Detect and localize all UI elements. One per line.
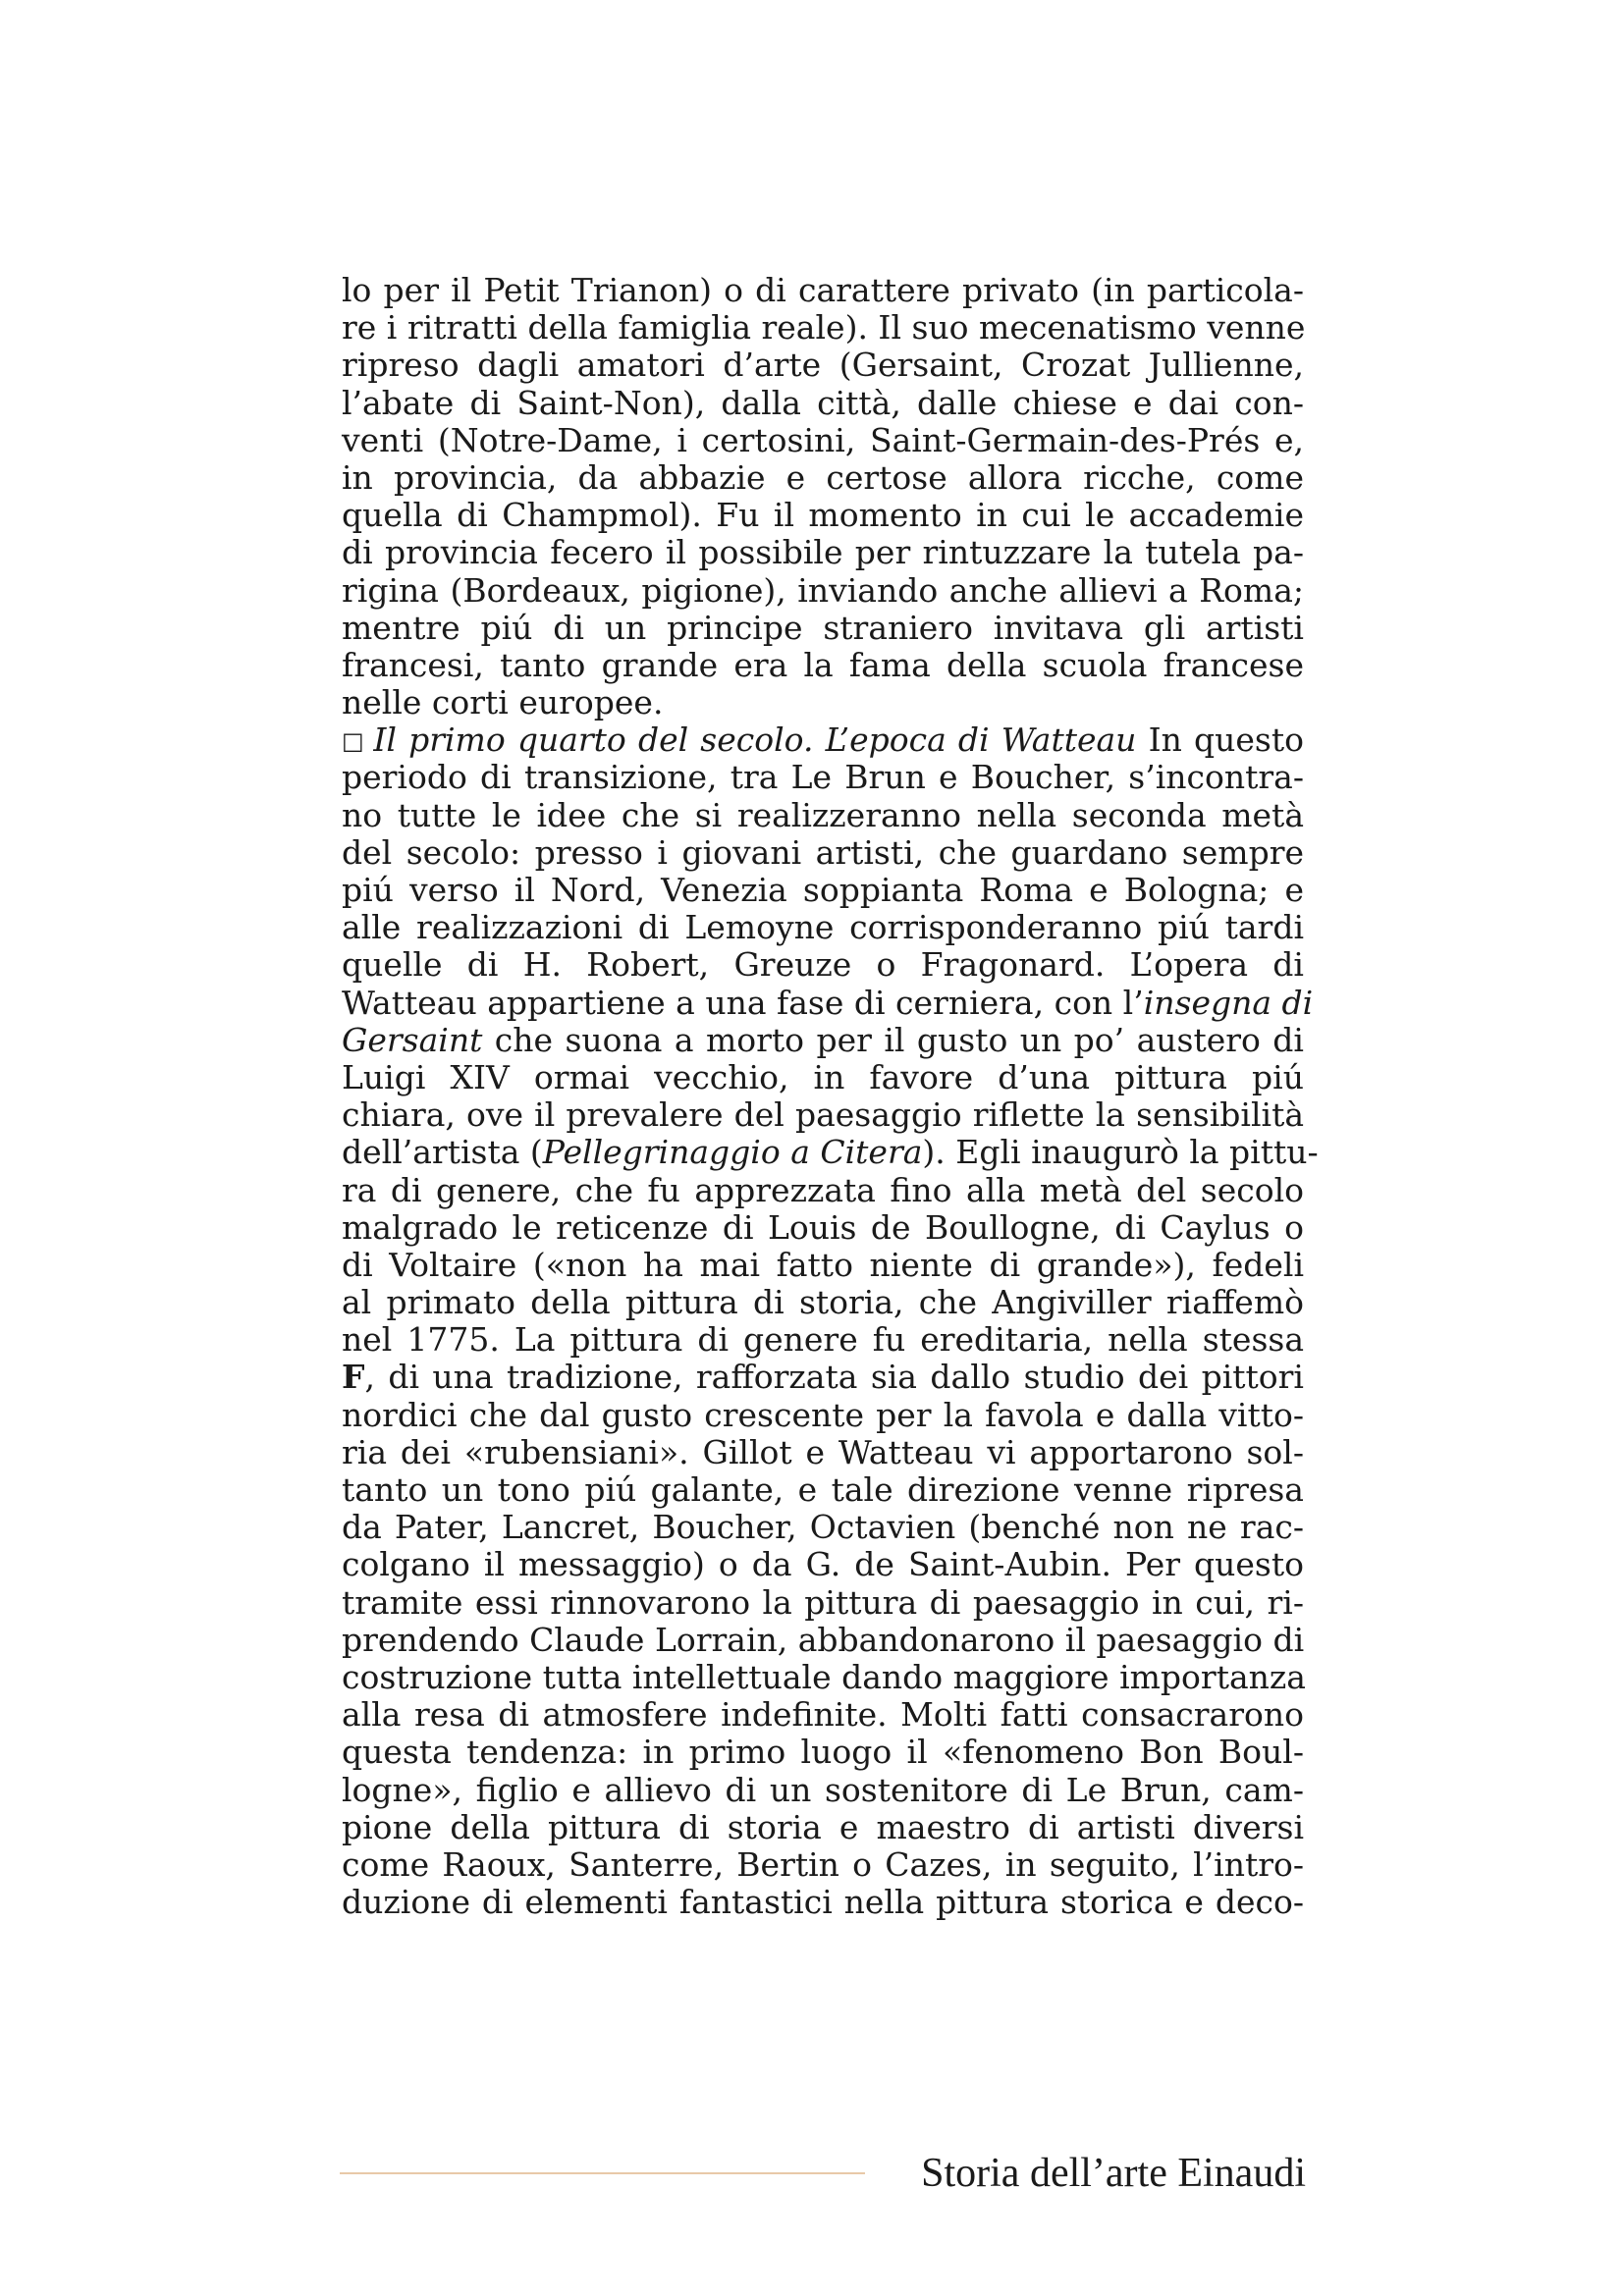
text-line: logne», figlio e allievo di un sostenitore di Le Brun, cam-	[342, 1770, 1304, 1809]
cross-reference[interactable]: F	[342, 1358, 365, 1397]
text-line: al primato della pittura di storia, che Angiviller riaffemò	[342, 1283, 1304, 1322]
text-line: nordici che dal gusto crescente per la favola e dalla vitto-	[342, 1395, 1304, 1434]
text-fragment: ). Egli inaugurò la pittu-	[922, 1133, 1319, 1172]
footer-divider	[340, 2172, 865, 2174]
text-line: prendendo Claude Lorrain, abbandonarono il paesaggio di	[342, 1620, 1305, 1659]
text-line: ripreso dagli amatori d’arte (Gersaint, Crozat Jullienne,	[342, 346, 1304, 385]
text-line: chiara, ove il prevalere del paesaggio riflette la sensibilità	[342, 1095, 1304, 1135]
text-fragment: . La pittura di genere fu ereditaria, nella stessa	[489, 1320, 1304, 1360]
text-fragment: Watteau appartiene a una fase di cerniera, con l’	[342, 983, 1144, 1022]
text-line: Luigi XIV ormai vecchio, in favore d’una pittura piú	[342, 1057, 1304, 1096]
text-line: tramite essi rinnovarono la pittura di paesaggio in cui, ri-	[342, 1582, 1304, 1622]
text-line: in provincia, da abbazie e certose allora ricche, come	[342, 457, 1304, 497]
artwork-title: insegna di	[1143, 983, 1314, 1022]
text-line	[342, 983, 1314, 1022]
text-line: no tutte le idee che si realizzeranno nella seconda metà	[342, 795, 1304, 834]
text-line: francesi, tanto grande era la fama della scuola francese	[342, 645, 1304, 684]
text-line: l’abate di Saint-Non), dalla città, dalle chiese e dai con-	[342, 383, 1304, 422]
section-heading-line	[342, 721, 1304, 759]
section-heading: Il primo quarto del secolo. L’epoca di Watteau	[373, 721, 1137, 760]
text-line: piú verso il Nord, Venezia soppianta Roma e Bologna; e	[342, 871, 1304, 909]
text-line: tanto un tono piú galante, e tale direzione venne ripresa	[342, 1470, 1304, 1509]
text-line	[342, 1022, 1304, 1059]
artwork-title: Pellegrinaggio a Citera	[542, 1133, 923, 1172]
text-line: periodo di transizione, tra Le Brun e Boucher, s’incontra-	[342, 758, 1304, 797]
text-fragment: nel	[342, 1320, 407, 1360]
text-line: di provincia fecero il possibile per rintuzzare la tutela pa-	[342, 533, 1304, 572]
footer-book-title: Storia dell’arte Einaudi	[921, 2151, 1306, 2196]
text-line: alla resa di atmosfere indefinite. Molti fatti consacrarono	[342, 1695, 1304, 1735]
text-line: ria dei «rubensiani». Gillot e Watteau vi apportarono sol-	[342, 1432, 1304, 1471]
text-line: ra di genere, che fu apprezzata fino alla metà del secolo	[342, 1170, 1304, 1209]
text-line: da Pater, Lancret, Boucher, Octavien (benché non ne rac-	[342, 1508, 1304, 1547]
text-line: venti (Notre-Dame, i certosini, Saint-Germain-des-Prés e,	[342, 420, 1304, 459]
text-line: alle realizzazioni di Lemoyne corrisponderanno piú tardi	[342, 908, 1304, 947]
year: 1775	[406, 1320, 490, 1360]
text-line: quelle di H. Robert, Greuze o Fragonard. L’opera di	[342, 945, 1304, 985]
section-marker-icon: □	[342, 727, 366, 756]
text-line: costruzione tutta intellettuale dando maggiore importanza	[342, 1657, 1306, 1696]
text-line: del secolo: presso i giovani artisti, che guardano sempre	[342, 832, 1304, 872]
text-fragment: che suona a morto per il gusto un po’ austero di	[482, 1020, 1304, 1059]
text-fragment: In questo	[1136, 721, 1304, 760]
text-fragment: dell’artista (	[342, 1133, 543, 1172]
text-line: come Raoux, Santerre, Bertin o Cazes, in seguito, l’intro-	[342, 1844, 1304, 1884]
text-line: rigina (Bordeaux, pigione), inviando anche allievi a Roma;	[342, 570, 1304, 610]
text-fragment: , di una tradizione, rafforzata sia dallo studio dei pittori	[364, 1358, 1304, 1397]
text-line: mentre piú di un principe straniero invitava gli artisti	[342, 608, 1304, 647]
text-line: re i ritratti della famiglia reale). Il suo mecenatismo venne	[342, 308, 1306, 347]
text-line: di Voltaire («non ha mai fatto niente di grande»), fedeli	[342, 1245, 1304, 1284]
text-line: colgano il messaggio) o da G. de Saint-Aubin. Per questo	[342, 1545, 1304, 1584]
text-line: pione della pittura di storia e maestro di artisti diversi	[342, 1807, 1304, 1846]
artwork-title: Gersaint	[342, 1020, 483, 1059]
text-line: duzione di elementi fantastici nella pittura storica e deco-	[342, 1883, 1304, 1922]
text-line	[342, 1359, 1304, 1396]
text-line	[342, 1133, 1319, 1172]
text-line: lo per il Petit Trianon) o di carattere privato (in particola-	[342, 271, 1304, 309]
body-text	[342, 271, 1319, 1922]
text-line: malgrado le reticenze di Louis de Boullogne, di Caylus o	[342, 1207, 1304, 1247]
text-line	[342, 1321, 1304, 1359]
text-line: nelle corti europee.	[342, 683, 664, 722]
text-line: quella di Champmol). Fu il momento in cui le accademie	[342, 496, 1304, 535]
text-line: questa tendenza: in primo luogo il «fenomeno Bon Boul-	[342, 1733, 1304, 1772]
